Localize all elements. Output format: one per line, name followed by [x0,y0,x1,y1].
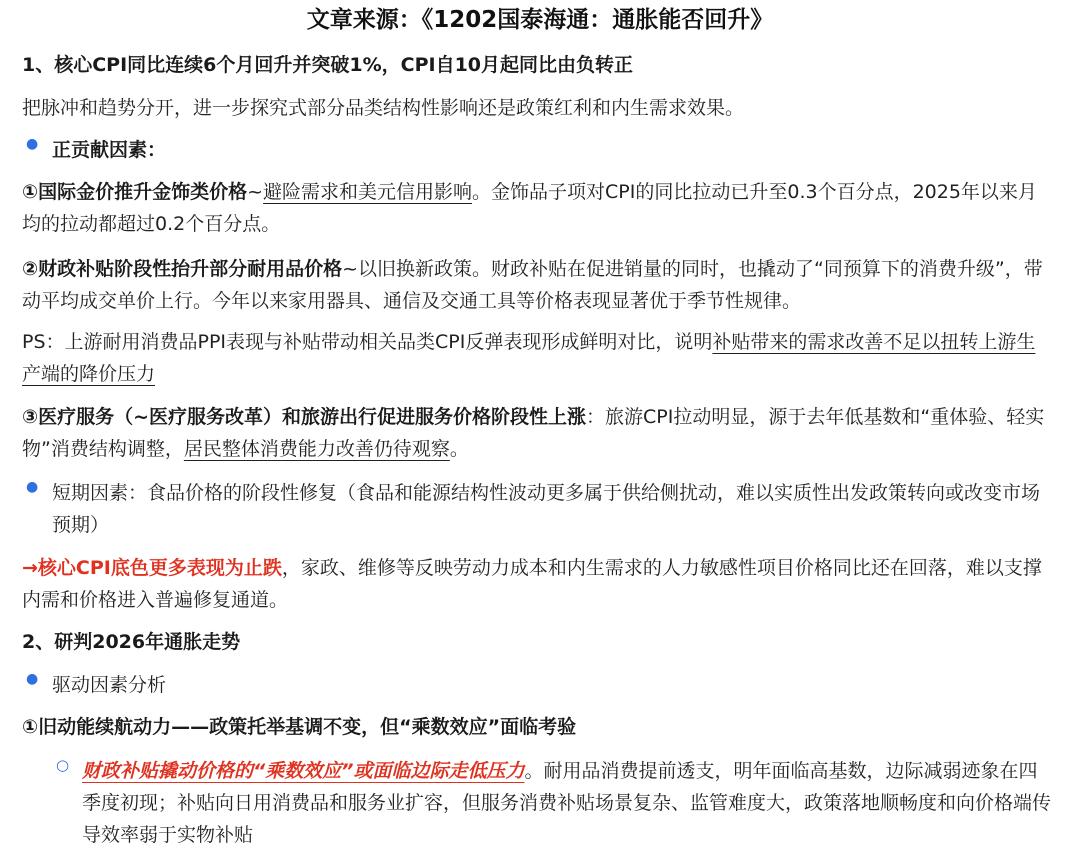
section-1-intro: 把脉冲和趋势分开，进一步探究式部分品类结构性影响还是政策红利和内生需求效果。 [22,97,745,119]
ps-paragraph [22,326,1052,390]
driver-1-heading: ①旧动能续航动力——政策托举基调不变，但“乘数效应”面临考验 [22,716,577,738]
section-1-heading: 1、核心CPI同比连续6个月回升并突破1%，CPI自10月起同比由负转正 [22,54,634,76]
drivers-label: 驱动因素分析 [52,674,167,696]
factor-gold-underlined: 避险需求和美元信用影响 [263,181,473,203]
short-term-factor: 短期因素：食品价格的阶段性修复（食品和能源结构性波动更多属于供给侧扰动，难以实质性出发政策转向或改变市场预期） [52,482,1041,536]
bullet-dot-icon: ● [26,479,39,495]
bullet-dot-icon: ● [26,671,39,687]
driver-1-text: 。耐用品消费提前透支，明年面临高基数，边际减弱迹象在四季度初现；补贴向日用消费品和服务业扩容，但服务消费补贴场景复杂、监管难度大，政策落地顺畅度和向价格端传导效率弱于实物补贴 [82,760,1052,846]
factor-medical-underlined: 居民整体消费能力改善仍待观察 [183,438,450,460]
bullet-dot-icon: ● [26,136,39,152]
core-cpi-text: ，家政、维修等反映劳动力成本和内生需求的人力敏感性项目价格同比还在回落，难以支撑内需和价格进入普遍修复通道。 [22,557,1042,611]
page-title: 文章来源：《1202国泰海通：通胀能否回升》 [306,7,774,33]
ps-underlined: 补贴带来的需求改善不足以扭转上游生产端的降价压力 [22,331,1036,385]
factor-gold-text: 。金饰品子项对CPI的同比拉动已升至0.3个百分点，2025年以来月均的拉动都超过0.2个百分点。 [22,181,1037,235]
factor-medical-paragraph [22,401,1052,465]
factor-subsidy-heading: ②财政补贴阶段性抬升部分耐用品价格 [22,258,343,280]
factor-gold-paragraph [22,176,1052,240]
positive-factors-label: 正贡献因素： [52,139,167,161]
factor-medical-heading: ③医疗服务（~医疗服务改革）和旅游出行促进服务价格阶段性上涨 [22,406,587,428]
ps-text: PS：上游耐用消费品PPI表现与补贴带动相关品类CPI反弹表现形成鲜明对比，说明 [22,331,713,353]
factor-medical-end: 。 [449,438,469,460]
factor-gold-heading: ①国际金价推升金饰类价格 [22,181,248,203]
driver-1-detail [82,755,1052,851]
factor-gold-tilde: ~ [247,181,264,203]
factor-medical-text: ：旅游CPI拉动明显，源于去年低基数和“重体验、轻实物”消费结构调整， [22,406,1045,460]
hollow-circle-bullet-icon: ○ [56,756,70,774]
section-2-heading: 2、研判2026年通胀走势 [22,631,241,653]
factor-subsidy-text: ~以旧换新政策。财政补贴在促进销量的同时，也撬动了“同预算下的消费升级”，带动平均成交单价上行。今年以来家用器具、通信及交通工具等价格表现显著优于季节性规律。 [22,258,1043,312]
core-cpi-conclusion [22,552,1052,616]
core-cpi-red-text: →核心CPI底色更多表现为止跌 [22,557,282,579]
driver-1-red-text: 财政补贴撬动价格的“乘数效应”或面临边际走低压力 [82,760,525,782]
factor-subsidy-paragraph [22,253,1052,317]
